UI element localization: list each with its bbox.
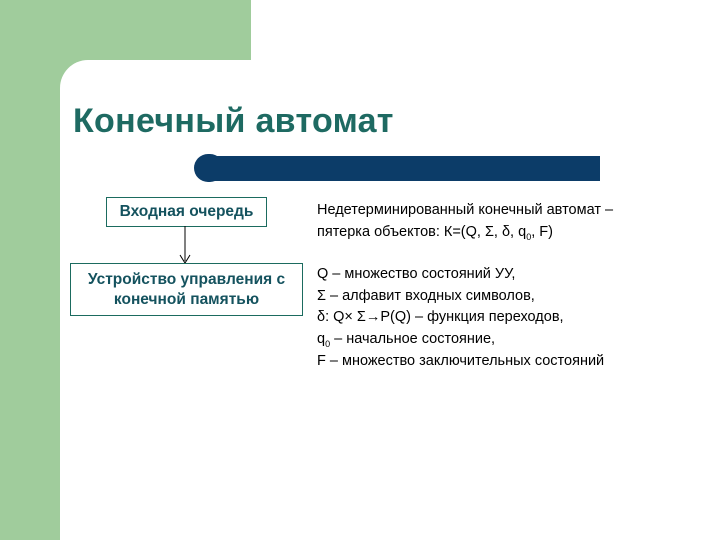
definition-line1: Недетерминированный конечный автомат – xyxy=(317,202,614,218)
component-states: Q – множество состояний УУ, xyxy=(317,266,516,282)
title-underline-bar xyxy=(207,156,600,181)
slide-title: Конечный автомат xyxy=(73,102,394,140)
components-list xyxy=(317,264,604,373)
definition-line2-subscript: 0 xyxy=(526,231,532,242)
component-initial xyxy=(317,329,604,352)
control-unit-label-line1: Устройство управления с xyxy=(87,271,286,288)
definition-text xyxy=(317,200,613,244)
component-initial-prefix: q xyxy=(317,330,326,347)
component-initial-subscript: 0 xyxy=(325,338,331,349)
input-queue-box xyxy=(106,197,267,227)
left-decor-band xyxy=(0,0,60,540)
definition-line2 xyxy=(317,222,613,245)
component-alphabet: Σ – алфавит входных символов, xyxy=(317,287,535,304)
input-queue-label: Входная очередь xyxy=(119,203,254,220)
top-decor-block xyxy=(60,0,251,60)
component-initial-suffix: – начальное состояние, xyxy=(330,330,496,347)
definition-line2-prefix: пятерка объектов: К=(Q, Σ, δ, q xyxy=(317,223,527,240)
definition-line2-suffix: , F) xyxy=(531,223,553,240)
control-unit-box xyxy=(70,263,303,316)
flow-arrow xyxy=(175,226,195,266)
control-unit-label-line2: конечной памятью xyxy=(113,291,260,308)
component-final: F – множество заключительных состояний xyxy=(317,353,605,369)
component-transition: δ: Q× Σ→P(Q) – функция переходов, xyxy=(317,309,564,325)
